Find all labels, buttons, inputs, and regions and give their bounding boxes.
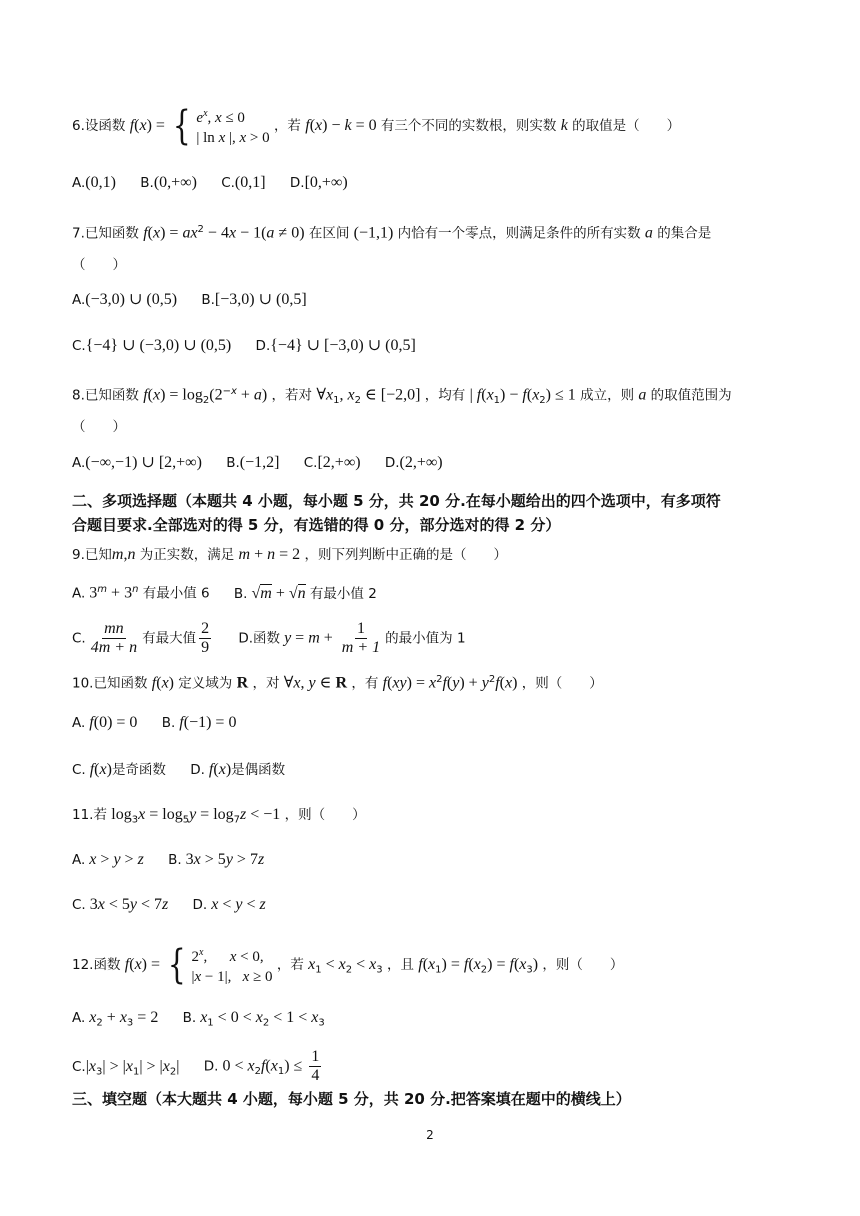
q6-option-c[interactable]: C.(0,1] [221,174,266,191]
q11-option-c[interactable]: C. 3x < 5y < 7z [72,896,169,913]
q6-stem: 6.设函数 [72,118,126,134]
section-2-heading: 二、多项选择题（本题共 4 小题，每小题 5 分，共 20 分.在每小题给出的四个选项中，有多项符 [72,492,721,510]
q12-option-b[interactable]: B. $x_1 < 0 < x_2 < 1 < x_3$ [182,1009,325,1029]
q9-option-b[interactable]: B. √m + √n 有最小值 2 [233,584,377,602]
q7-option-c[interactable]: C.{−4} ∪ (−3,0) ∪ (0,5) [72,337,232,354]
q9-options-cd [72,620,486,657]
q7-option-d[interactable]: D.{−4} ∪ [−3,0) ∪ (0,5] [255,337,416,354]
q7-options-ab [72,290,327,310]
q9-option-d[interactable]: D.函数 y = m + $\frac{1}{m + 1}$ 的最小值为 1 [238,620,466,656]
question-12: 12.函数 f(x) = { 2$^x$, x < 0, |x − 1|, x ≥ 0 ，若 $x_1 < x_2 < x_3$ ，且 $f(x_1) = f(x_2) = f(x_3)$ ，则（ ） [72,942,624,988]
question-7: 7.已知函数 $f(x) = ax^2 - 4x - 1(a \ne 0)$ 在区间 (−1,1) 内恰有一个零点，则满足条件的所有实数 a 的集合是 [72,224,712,242]
q6-function: f [129,117,135,134]
q7-option-a[interactable]: A.(−3,0) ∪ (0,5) [72,291,178,308]
q6-option-a[interactable]: A.(0,1) [72,174,116,191]
q8-option-b[interactable]: B.(−1,2] [226,454,280,471]
q10-option-c[interactable]: C. f(x)是奇函数 [72,761,166,778]
q9-option-a[interactable]: A. $3^m + 3^n$ 有最小值 6 [72,584,210,602]
q11-options-ab [72,850,284,870]
question-10: 10.已知函数 f(x) 定义域为 R ，对 ∀x, y ∈ R ，有 $f(xy) = x^2f(y) + y^2f(x)$ ，则（ ） [72,674,603,692]
q6-piecewise: { $e^x$, x ≤ 0 | ln x |, x > 0 [172,103,270,149]
q10-option-b[interactable]: B. f(−1) = 0 [161,714,237,731]
question-8: 8.已知函数 $f(x) = \log_2(2^{-x} + a)$ ，若对 $\forall x_1$, $x_2$ ∈ [−2,0] ，均有 | $f(x_1) - f(x_2) \le 1$ 成立，则 a 的取值范围为 [72,386,732,407]
q12-options-cd [72,1048,344,1085]
page-number: 2 [426,1128,434,1142]
q6-option-b[interactable]: B.(0,+∞) [140,174,197,191]
q8-options [72,453,463,473]
q9-options-ab [72,580,397,604]
q11-option-b[interactable]: B. 3x > 5y > 7z [168,851,265,868]
q12-option-a[interactable]: A. $x_2 + x_3 = 2$ [72,1009,159,1029]
question-6: 6.设函数 f(x) = { $e^x$, x ≤ 0 | ln x |, x > 0 ，若 f(x) − k = 0 有三个不同的实数根，则实数 k 的取值是（ ） [72,103,681,149]
q10-option-d[interactable]: D. f(x)是偶函数 [190,761,286,778]
q12-option-d[interactable]: D. $0 < x_2f(x_1)$ ≤ $\frac{1}{4}$ [203,1048,320,1084]
question-9: 9.已知m,n 为正实数，满足 m + n = 2 ，则下列判断中正确的是（ ） [72,546,507,563]
q8-option-d[interactable]: D.(2,+∞) [384,454,443,471]
section-3-heading: 三、填空题（本大题共 4 小题，每小题 5 分，共 20 分.把答案填在题中的横线上） [72,1090,631,1108]
q10-options-cd [72,760,305,780]
q10-options-ab [72,713,256,733]
q6-options [72,173,368,193]
q7-options-cd [72,336,436,356]
section-2-heading-line2: 合题目要求.全部选对的得 5 分，有选错的得 0 分，部分选对的得 2 分） [72,516,561,534]
q7-option-b[interactable]: B.[−3,0) ∪ (0,5] [201,291,307,308]
q10-option-a[interactable]: A. f(0) = 0 [72,714,138,731]
q11-option-d[interactable]: D. x < y < z [192,896,266,913]
q11-options-cd [72,895,286,915]
q8-answer-blank: （ ） [72,419,126,435]
q9-option-c[interactable]: C. $\frac{mn}{4m + n}$ 有最大值 $\frac{2}{9}$ [72,620,210,656]
q8-option-a[interactable]: A.(−∞,−1) ∪ [2,+∞) [72,454,202,471]
q8-option-c[interactable]: C.[2,+∞) [303,454,361,471]
q6-option-d[interactable]: D.[0,+∞) [289,174,348,191]
q12-options-ab [72,1008,345,1034]
question-11: 11.若 $\log_3x = \log_5y = \log_7z < -1$ ，则（ ） [72,806,366,826]
q7-answer-blank: （ ） [72,257,126,273]
q12-piecewise: { 2$^x$, x < 0, |x − 1|, x ≥ 0 [167,942,273,988]
q11-option-a[interactable]: A. x > y > z [72,851,144,868]
q12-option-c[interactable]: $C.|x_3| > |x_1| > |x_2|$ [72,1057,180,1078]
